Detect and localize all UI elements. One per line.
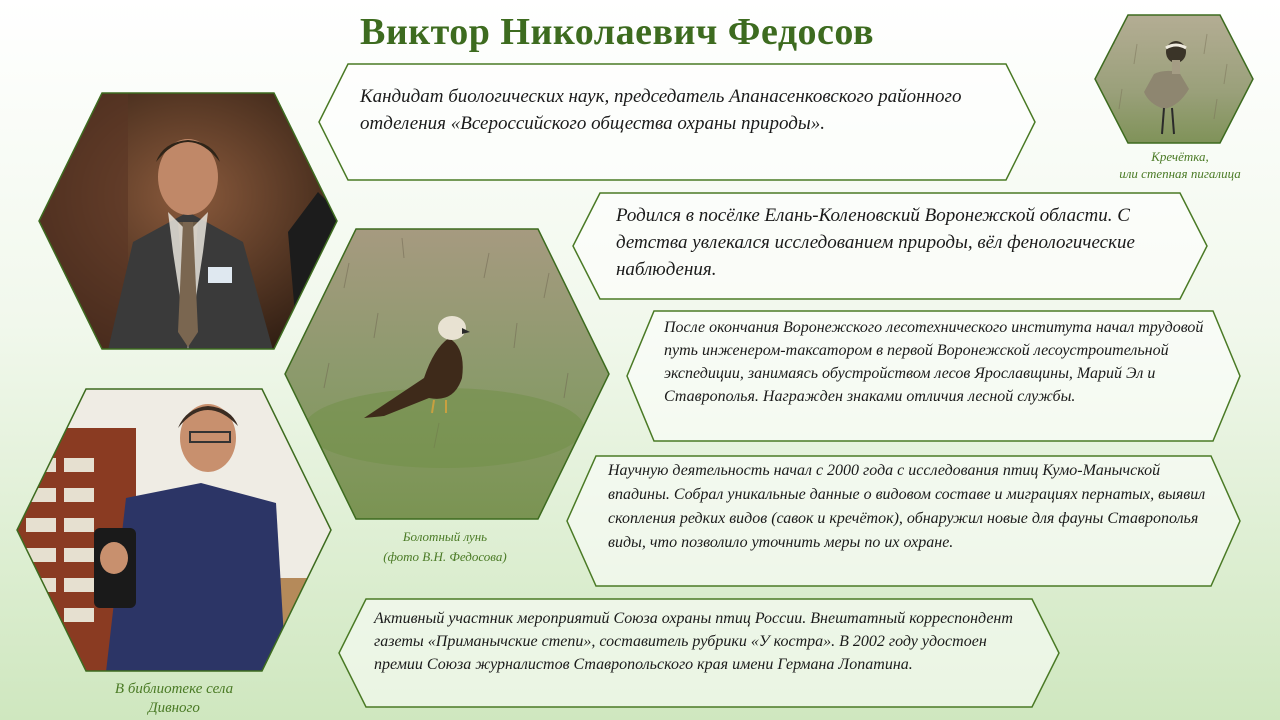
text-block-1 (318, 63, 1036, 181)
caption-lapwing-line1: Кречётка, (1151, 149, 1209, 164)
caption-lapwing-line2: или степная пигалица (1119, 166, 1241, 181)
page-title: Виктор Николаевич Федосов (360, 11, 874, 53)
text-block-5 (338, 598, 1060, 708)
caption-harrier-line1: Болотный лунь (402, 529, 488, 544)
caption-library (74, 680, 274, 718)
caption-harrier-line2: (фото В.Н. Федосова) (383, 549, 507, 564)
marsh-harrier-photo (284, 228, 610, 520)
text-block-3-content: После окончания Воронежского лесотехнического института начал трудовой путь инженером-таксатором в первой Воронежской лесоустроительной экспедиции, занимаясь обустройством лесов Ярославщины, Марий Эл и Ставрополья. Награжден знаками отличия лесной службы. (664, 319, 1204, 405)
text-block-5-content: Активный участник мероприятий Союза охраны птиц России. Внештатный корреспондент газеты «Приманычские степи», составитель рубрики «У костра». В 2002 году удостоен премии Союза журналистов Ставропольского края имени Германа Лопатина. (374, 610, 1013, 673)
text-block-3 (626, 310, 1241, 442)
caption-harrier (340, 527, 550, 567)
text-block-4-content: Научную деятельность начал с 2000 года с исследования птиц Кумо-Манычской впадины. Собрал уникальные данные о видовом составе и миграциях пернатых, выявил скопления редких видов (савок и кречёток), обнаружил новые для фауны Ставрополья виды, что позволило уточнить меры по их охране. (608, 462, 1206, 551)
text-block-2-content: Родился в посёлке Елань-Коленовский Воронежской области. С детства увлекался исследованием природы, вёл фенологические наблюдения. (616, 205, 1135, 280)
caption-library-line2: Дивного (148, 700, 200, 716)
text-block-2 (572, 192, 1208, 300)
caption-library-line1: В библиотеке села (114, 681, 234, 697)
text-block-1-content: Кандидат биологических наук, председатель Апанасенковского районного отделения «Всероссийского общества охраны природы». (360, 86, 962, 134)
sociable-lapwing-photo (1094, 14, 1254, 144)
text-block-4 (566, 455, 1241, 587)
caption-lapwing (1090, 148, 1270, 182)
